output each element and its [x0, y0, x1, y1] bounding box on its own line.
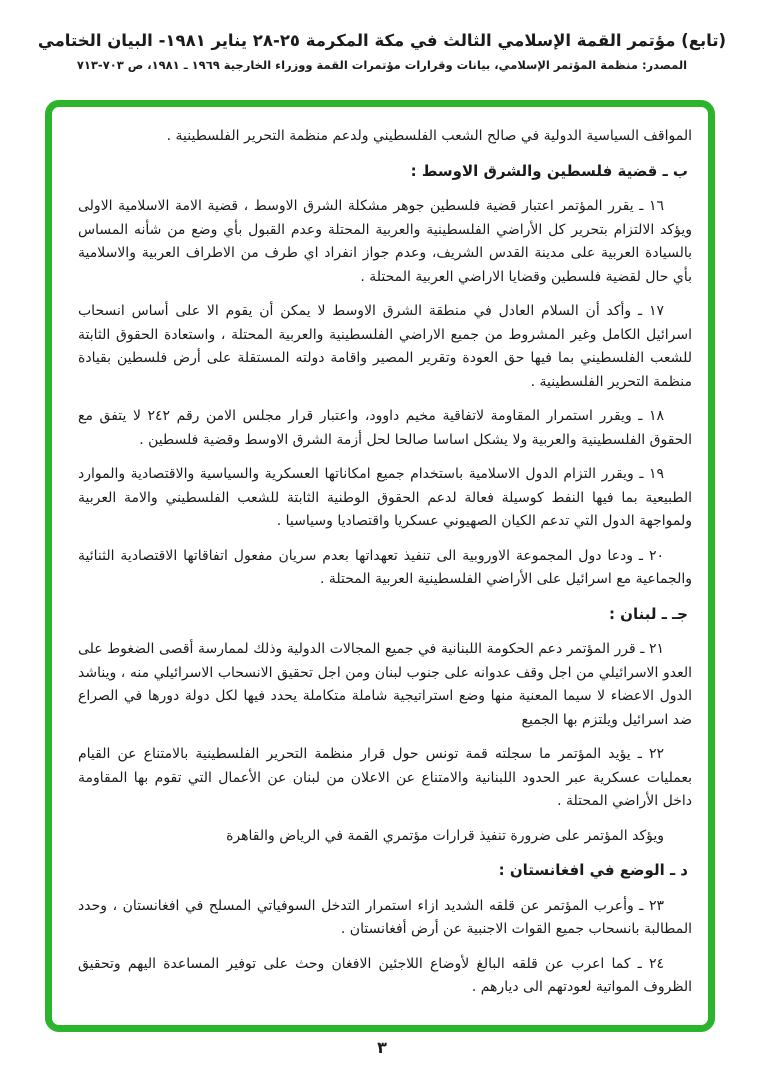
paragraph-23: ٢٣ ـ وأعرب المؤتمر عن قلقه الشديد ازاء استمرار التدخل السوفياتي المسلح في افغانستان ، وحدد المطالبة بانسحاب جميع القوات الاجنبية عن أرض أفغانستان . [78, 897, 692, 937]
document-body-text [52, 107, 708, 1000]
paragraph-22: ٢٢ ـ يؤيد المؤتمر ما سجلته قمة تونس حول قرار منظمة التحرير الفلسطينية بالامتناع عن القيام بعمليات عسكرية عبر الحدود اللبنانية والامتناع عن الاعلان من لبنان عن الأعمال التي تقوم بها المقاومة داخل الأراضي المحتلة . [78, 746, 692, 809]
paragraph-21: ٢١ ـ قرر المؤتمر دعم الحكومة اللبنانية في جميع المجالات الدولية وذلك لممارسة أقصى الضغوط على العدو الاسرائيلي من اجل وقف عدوانه على جنوب لبنان ومن اجل تحقيق الانسحاب الاسرائيلي منه ، ويناشد الدول الاعضاء لا سيما المعنية منها وضع استراتيجية شاملة متكاملة يحدد فيها لكل دولة دورها في الصراع ضد اسرائيل ويلتزم بها الجميع [78, 641, 692, 728]
paragraph-17: ١٧ ـ وأكد أن السلام العادل في منطقة الشرق الاوسط لا يمكن أن يقوم الا على أساس انسحاب اسرائيل الكامل وغير المشروط من جميع الاراضي الفلسطينية والعربية المحتلة ، واستعادة الحقوق الثابتة للشعب الفلسطيني بما فيها حق العودة وتقرير المصير واقامة دولته المستقلة على أرض فلسطين بقيادة منظمة التحرير الفلسطينية . [78, 303, 692, 390]
paragraph-24: ٢٤ ـ كما اعرب عن قلقه البالغ لأوضاع اللاجئين الافغان وحث على توفير المساعدة اليهم وتحقيق الظروف المواتية لعودتهم الى ديارهم . [78, 955, 692, 995]
paragraph-16: ١٦ ـ يقرر المؤتمر اعتبار قضية فلسطين جوهر مشكلة الشرق الاوسط ، قضية الامة الاسلامية الاولى ويؤكد الالتزام بتحرير كل الأراضي الفلسطينية والعربية المحتلة وعدم القبول بأي وضع من شأنه المساس بالسيادة العربية على مدينة القدس الشريف، وعدم جواز انفراد اي طرف من الاطراف العربية والاسلامية بأي حال لقضية فلسطين وقضايا الاراضي العربية المحتلة . [78, 198, 692, 285]
page-number: ٣ [377, 1038, 387, 1057]
section-heading-lebanon: جـ ـ لبنان : [608, 604, 688, 623]
paragraph-19: ١٩ ـ ويقرر التزام الدول الاسلامية باستخدام جميع امكاناتها العسكرية والسياسية والاقتصادية والموارد الطبيعية بما فيها النفط كوسيلة فعالة لدعم الحقوق الوطنية الثابتة للشعب الفلسطيني والامة العربية ولمواجهة الدول التي تدعم الكيان الصهيوني عسكريا واقتصاديا وسياسيا . [78, 466, 692, 529]
green-annotation-border [45, 100, 715, 1032]
document-header [0, 0, 764, 73]
section-heading-palestine-middle-east: ب ـ قضية فلسطين والشرق الاوسط : [410, 161, 688, 180]
paragraph-summit-resolutions: ويؤكد المؤتمر على ضرورة تنفيذ قرارات مؤتمري القمة في الرياض والقاهرة [226, 827, 664, 844]
paragraph-20: ٢٠ ـ ودعا دول المجموعة الاوروبية الى تنفيذ تعهداتها بعدم سريان مفعول اتفاقاتها الاقتصادية الثنائية والجماعية مع اسرائيل على الأراضي الفلسطينية العربية المحتلة . [78, 547, 692, 587]
section-heading-afghanistan: د ـ الوضع في افغانستان : [498, 861, 688, 879]
document-title: (تابع) مؤتمر القمة الإسلامي الثالث في مكة المكرمة ٢٥-٢٨ يناير ١٩٨١- البيان الختامي [37, 31, 727, 50]
paragraph-18: ١٨ ـ ويقرر استمرار المقاومة لاتفاقية مخيم داوود، واعتبار قرار مجلس الامن رقم ٢٤٢ لا يتفق مع الحقوق الفلسطينية والعربية ولا يشكل اساسا صالحا لحل أزمة الشرق الاوسط وقضية فلسطين . [78, 408, 692, 448]
document-source-citation: المصدر: منظمة المؤتمر الإسلامي، بيانات وقرارات مؤتمرات القمة ووزراء الخارجية ١٩٦٩ ـ ١٩٨١، ص ٧٠٣-٧١٣ [76, 58, 688, 72]
paragraph-continuation-intro: المواقف السياسية الدولية في صالح الشعب الفلسطيني ولدعم منظمة التحرير الفلسطينية . [166, 128, 692, 144]
